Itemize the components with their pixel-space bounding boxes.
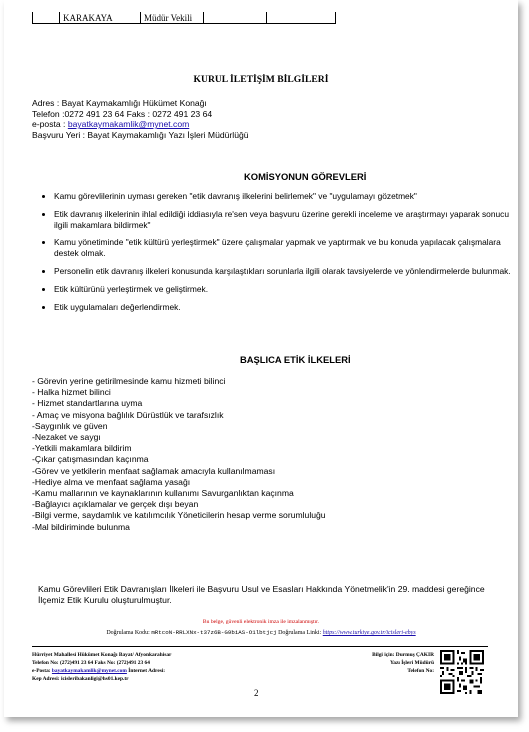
list-item: -Yetkili makamlara bildirim — [32, 443, 132, 454]
principles-heading: BAŞLICA ETİK İLKELERİ — [240, 354, 351, 365]
list-item: -Görev ve yetkilerin menfaat sağlamak amacıyla kullanılmaması — [32, 465, 276, 476]
footer-line: Telefon No: — [407, 668, 434, 674]
footer-contact-person — [324, 651, 434, 675]
list-item: -Çıkar çatışmasından kaçınma — [32, 454, 149, 465]
list-item: -Saygınlık ve güven — [32, 420, 108, 431]
list-item: • Etik davranış ilkelerinin ihlal edildiği iddiasıyla re'sen veya başvuru üzerine gerekli inceleme ve araştırmayı yaparak sonucu ilgili makamlara bildirmek" — [54, 209, 514, 231]
list-item: -Kamu mallarının ve kaynaklarının kullanımı Savurganlıktan kaçınma — [32, 488, 294, 499]
footer-email-line — [32, 667, 171, 675]
list-item: • Etik uygulamaları değerlendirmek. — [54, 302, 514, 313]
list-item: • Personelin etik davranış ilkeleri konusunda karşılaştıkları sorunlarla ilgili olarak tavsiyelerde ve yönlendirmelerde bulunmak. — [54, 266, 514, 277]
table-cell-name: KARAKAYA — [60, 12, 141, 24]
list-item: -Bağlayıcı açıklamalar ve gerçek dışı beyan — [32, 499, 199, 510]
qr-code-icon — [440, 650, 484, 694]
email-label: e-posta : — [32, 119, 68, 130]
document-page — [4, 0, 518, 717]
footer-email-link[interactable]: bayatkaymakamlik@mynet.com — [51, 668, 127, 674]
contact-apply-place: Başvuru Yeri : Bayat Kaymakamlığı Yazı İşleri Müdürlüğü — [32, 129, 249, 140]
email-link[interactable]: bayatkaymakamlik@mynet.com — [67, 119, 190, 130]
page-number: 2 — [254, 688, 259, 698]
table-cell-empty — [267, 12, 336, 24]
verification-code: mRtcoN-RRLXNx-t37z6B-G9biAS-O1lbtjcj — [151, 629, 277, 636]
list-item: - Amaç ve misyona bağlılık Dürüstlük ve tarafsızlık — [32, 409, 224, 420]
footer-address — [32, 651, 171, 683]
closing-paragraph: Kamu Görevlileri Etik Davranışları İlkeleri ile Başvuru Usul ve Esasları Hakkında Yönetmelik'in 29. maddesi gereğince İlçemiz Etik Kurulu oluşturulmuştur. — [38, 584, 485, 606]
footer-line: Hürriyet Mahallesi Hükümet Konağı Bayat/ Afyonkarahisar — [32, 652, 172, 658]
list-item: -Mal bildiriminde bulunma — [32, 521, 130, 532]
e-signature-notice: Bu belge, güvenli elektronik imza ile imzalanmıştır. — [202, 619, 320, 625]
list-item: - Görevin yerine getirilmesinde kamu hizmeti bilinci — [32, 376, 226, 386]
contact-address: Adres : Bayat Kaymakamlığı Hükümet Konağı — [32, 98, 207, 108]
footer-line: Telefon No: (272)491 23 64 Faks No: (272)491 23 64 — [32, 660, 150, 666]
table-cell-empty — [204, 12, 267, 24]
list-item: -Bilgi verme, saydamlık ve katılımcılık Yöneticilerin hesap verme sorumluluğu — [32, 510, 326, 521]
contact-heading: KURUL İLETİŞİM BİLGİLERİ — [193, 74, 329, 85]
duties-list — [32, 191, 514, 319]
footer-divider — [32, 646, 488, 647]
contact-phone: Telefon :0272 491 23 64 Faks : 0272 491 23 64 — [32, 108, 213, 119]
list-item: - Hizmet standartlarına uyma — [32, 398, 143, 409]
duties-heading: KOMİSYONUN GÖREVLERİ — [244, 171, 367, 182]
footer-kep: Kep Adresi: icisleribakanligi@hs01.kep.tr — [32, 676, 129, 682]
verification-line — [4, 629, 518, 636]
signature-table — [32, 12, 336, 24]
footer-line: Yazı İşleri Müdürü — [389, 660, 434, 666]
footer-web-label: İnternet Adresi: — [126, 668, 166, 674]
verification-code-label: Doğrulama Kodu: — [106, 630, 152, 636]
table-cell-empty — [33, 12, 60, 24]
list-item: • Kamu görevlilerinin uyması gereken "etik davranış ilkelerini belirlemek" ve "uygulamayı gözetmek" — [54, 191, 514, 202]
list-item: • Etik kültürünü yerleştirmek ve geliştirmek. — [54, 284, 514, 295]
contact-block — [32, 98, 249, 140]
list-item: -Nezaket ve saygı — [32, 432, 101, 443]
principles-list — [32, 376, 326, 533]
verification-link-label: Doğrulama Linki: — [276, 630, 323, 636]
contact-email-line — [32, 119, 249, 130]
footer-line: Bilgi için: Durmuş ÇAKIR — [372, 652, 434, 658]
table-cell-title: Müdür Vekili — [141, 12, 204, 24]
verification-link[interactable]: https://www.turkiye.gov.tr/icisleri-ebys — [322, 630, 416, 636]
footer-email-label: e-Posta: — [32, 668, 52, 674]
list-item: -Hediye alma ve menfaat sağlama yasağı — [32, 476, 191, 487]
list-item: - Halka hizmet bilinci — [32, 387, 111, 398]
list-item: • Kamu yönetiminde "etik kültürü yerleştirmek" üzere çalışmalar yapmak ve yaptırmak ve bu konuda yapılacak çalışmalara destek olmak. — [54, 237, 514, 259]
